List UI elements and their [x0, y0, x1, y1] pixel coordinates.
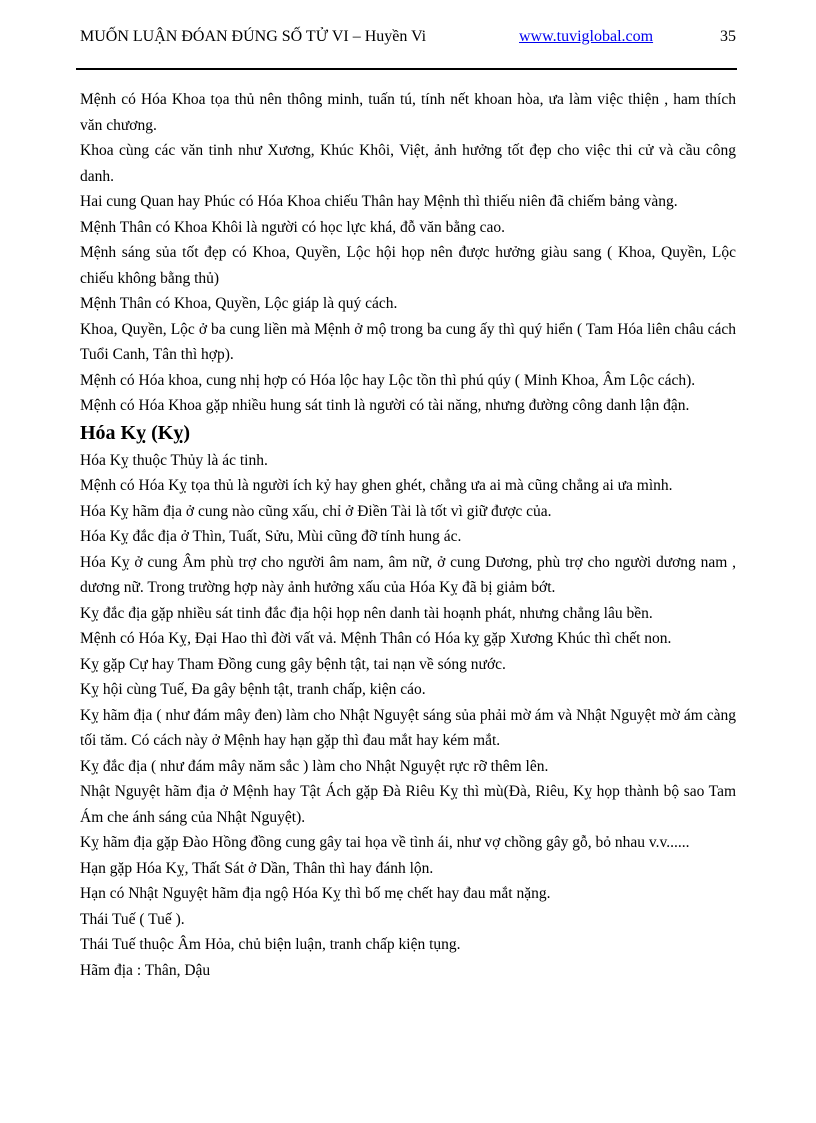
paragraph: Mệnh Thân có Khoa Khôi là người có học lực khá, đỗ văn bằng cao. — [80, 218, 506, 236]
paragraph: Mệnh có Hóa Khoa tọa thủ nên thông minh, tuấn tú, tính nết khoan hòa, ưa làm việc thiện , ham thích văn chương. — [80, 91, 736, 134]
paragraph: Mệnh sáng sủa tốt đẹp có Khoa, Quyền, Lộc hội họp nên được hưởng giàu sang ( Khoa, Quyền, Lộc chiếu không bằng thủ) — [80, 244, 736, 287]
paragraph: Kỵ hãm địa gặp Đào Hồng đồng cung gây tai họa về tình ái, như vợ chồng gây gỗ, bỏ nhau v.v...... — [80, 834, 690, 851]
header-divider — [76, 68, 737, 70]
paragraph: Mệnh Thân có Khoa, Quyền, Lộc giáp là quý cách. — [80, 295, 398, 312]
paragraph: Kỵ hội cùng Tuế, Đa gây bệnh tật, tranh chấp, kiện cáo. — [80, 681, 426, 698]
paragraph: Hai cung Quan hay Phúc có Hóa Khoa chiếu Thân hay Mệnh thì thiếu niên đã chiếm bảng vàng. — [80, 193, 678, 210]
section-heading: Hóa Kỵ (Kỵ) — [80, 421, 190, 444]
paragraph: Mệnh có Hóa Kỵ, Đại Hao thì đời vất vả. Mệnh Thân có Hóa kỵ gặp Xương Khúc thì chết non. — [80, 630, 672, 647]
paragraph: Hạn có Nhật Nguyệt hãm địa ngộ Hóa Kỵ thì bố mẹ chết hay đau mắt nặng. — [80, 885, 551, 902]
paragraph: Hóa Kỵ hãm địa ở cung nào cũng xấu, chỉ ở Điền Tài là tốt vì giữ được của. — [80, 502, 552, 520]
paragraph: Thái Tuế ( Tuế ). — [80, 910, 185, 928]
paragraph: Kỵ đắc địa ( như đám mây năm sắc ) làm cho Nhật Nguyệt rực rỡ thêm lên. — [80, 757, 549, 775]
paragraph: Nhật Nguyệt hãm địa ở Mệnh hay Tật Ách gặp Đà Riêu Kỵ thì mù(Đà, Riêu, Kỵ họp thành bộ sao Tam Ám che ánh sáng của Nhật Nguyệt). — [80, 783, 736, 826]
page-body — [80, 87, 736, 983]
paragraph: Thái Tuế thuộc Âm Hỏa, chủ biện luận, tranh chấp kiện tụng. — [80, 936, 461, 953]
paragraph: Mệnh có Hóa khoa, cung nhị hợp có Hóa lộc hay Lộc tồn thì phú qúy ( Minh Khoa, Âm Lộc cách). — [80, 371, 696, 389]
website-link[interactable]: www.tuviglobal.com — [519, 28, 654, 45]
paragraph: Hạn gặp Hóa Kỵ, Thất Sát ở Dần, Thân thì hay đánh lộn. — [80, 859, 434, 877]
paragraph: Hóa Kỵ ở cung Âm phù trợ cho người âm nam, âm nữ, ở cung Dương, phù trợ cho người dương nam , dương nữ. Trong trường hợp này ảnh hưởng xấu của Hóa Kỵ đã bị giảm bớt. — [80, 553, 736, 596]
document-title: MUỐN LUẬN ĐÓAN ĐÚNG SỐ TỬ VI – Huyền Vi — [80, 28, 427, 45]
page-number: 35 — [720, 28, 736, 45]
paragraph: Khoa, Quyền, Lộc ở ba cung liền mà Mệnh ở mộ trong ba cung ấy thì quý hiển ( Tam Hóa liên châu cách Tuổi Canh, Tân thì hợp). — [80, 320, 736, 363]
paragraph: Kỵ đắc địa gặp nhiều sát tinh đắc địa hội họp nên danh tài hoạnh phát, nhưng chẳng lâu bền. — [80, 604, 653, 622]
paragraph: Mệnh có Hóa Khoa gặp nhiều hung sát tinh là người có tài năng, nhưng đường công danh lận đận. — [80, 397, 690, 414]
paragraph: Khoa cùng các văn tinh như Xương, Khúc Khôi, Việt, ảnh hưởng tốt đẹp cho việc thi cử và cầu công danh. — [80, 142, 736, 185]
paragraph: Mệnh có Hóa Kỵ tọa thủ là người ích kỷ hay ghen ghét, chẳng ưa ai mà cũng chẳng ai ưa mình. — [80, 477, 673, 494]
paragraph: Hóa Kỵ thuộc Thủy là ác tinh. — [80, 451, 268, 469]
paragraph: Hãm địa : Thân, Dậu — [80, 961, 211, 979]
paragraph: Kỵ hãm địa ( như đám mây đen) làm cho Nhật Nguyệt sáng sủa phải mờ ám và Nhật Nguyệt mờ ám càng tối tăm. Có cách này ở Mệnh hay hạn gặp thì đau mắt hay kém mắt. — [80, 706, 736, 749]
paragraph: Hóa Kỵ đắc địa ở Thìn, Tuất, Sửu, Mùi cũng đỡ tính hung ác. — [80, 528, 462, 545]
page-header — [80, 28, 736, 52]
paragraph: Kỵ gặp Cự hay Tham Đồng cung gây bệnh tật, tai nạn về sóng nước. — [80, 655, 506, 673]
